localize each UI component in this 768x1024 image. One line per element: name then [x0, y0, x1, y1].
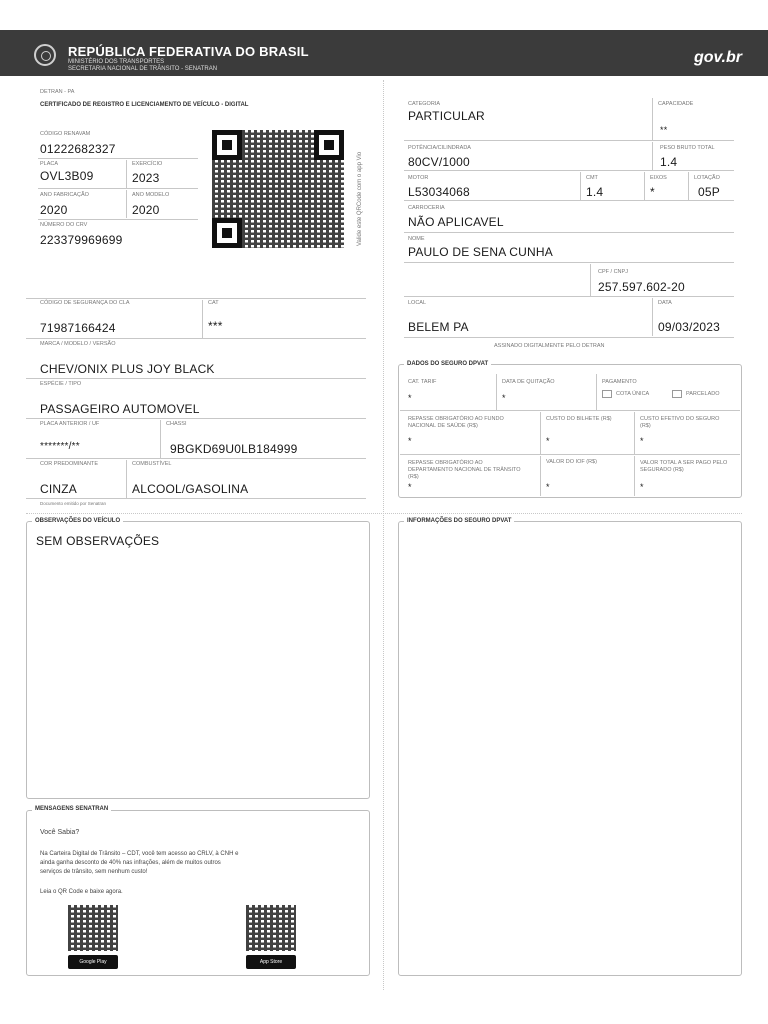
vertical-fold-line — [383, 80, 384, 990]
local-label: LOCAL — [408, 300, 427, 306]
iof-label: VALOR DO IOF (R$) — [546, 459, 597, 465]
ano-fabricacao-value: 2020 — [40, 203, 68, 217]
total-label: VALOR TOTAL A SER PAGO PELO SEGURADO (R$) — [640, 460, 728, 473]
ano-modelo-label: ANO MODELO — [132, 192, 170, 198]
app-store-qr-code[interactable] — [246, 905, 296, 951]
informacoes-dpvat-box — [398, 521, 742, 976]
nome-label: NOME — [408, 236, 425, 242]
combustivel-value: ALCOOL/GASOLINA — [132, 482, 249, 496]
horizontal-fold-line — [26, 513, 742, 514]
custo-efetivo-value: * — [640, 436, 644, 446]
data-value: 09/03/2023 — [658, 320, 721, 334]
exercicio-value: 2023 — [132, 171, 160, 185]
coat-of-arms-icon — [34, 44, 56, 66]
placa-anterior-label: PLACA ANTERIOR / UF — [40, 421, 100, 427]
potencia-label: POTÊNCIA/CILINDRADA — [408, 145, 471, 151]
nome-value: PAULO DE SENA CUNHA — [408, 245, 553, 259]
lotacao-value: 05P — [698, 185, 720, 199]
renavam-value: 01222682327 — [40, 142, 116, 156]
cmt-value: 1.4 — [586, 185, 604, 199]
parcelado-label: PARCELADO — [686, 391, 720, 397]
repasse-sus-value: * — [408, 436, 412, 446]
assinado-text: ASSINADO DIGITALMENTE PELO DETRAN — [494, 343, 605, 349]
ministry-text: MINISTÉRIO DOS TRANSPORTES — [68, 59, 165, 65]
local-value: BELEM PA — [408, 320, 469, 334]
crv-label: NÚMERO DO CRV — [40, 222, 88, 228]
data-label: DATA — [658, 300, 672, 306]
google-play-qr-code[interactable] — [68, 905, 118, 951]
cpf-value: 257.597.602-20 — [598, 280, 685, 294]
detran-label: DETRAN - PA — [40, 89, 75, 95]
qr-finder-pattern — [212, 218, 242, 248]
marca-label: MARCA / MODELO / VERSÃO — [40, 341, 116, 347]
qr-caption: Valide este QRCode com o app Vio — [357, 151, 363, 246]
mensagens-question: Você Sabia? — [40, 829, 80, 836]
capacidade-label: CAPACIDADE — [658, 101, 694, 107]
crv-value: 223379969699 — [40, 233, 123, 247]
qr-finder-pattern — [212, 130, 242, 160]
placa-label: PLACA — [40, 161, 59, 167]
custo-bilhete-label: CUSTO DO BILHETE (R$) — [546, 416, 612, 422]
mensagens-paragraph-2: ainda ganha desconto de 40% nas infrações, além de muitos outros — [40, 860, 221, 866]
custo-bilhete-value: * — [546, 436, 550, 446]
gov-br-logo: gov.br — [693, 49, 742, 66]
capacidade-value: ** — [660, 125, 668, 135]
eixos-value: * — [650, 185, 655, 199]
renavam-label: CÓDIGO RENAVAM — [40, 131, 91, 137]
cat-tarif-label: CAT. TARIF — [408, 379, 437, 385]
cla-value: 71987166424 — [40, 321, 116, 335]
potencia-value: 80CV/1000 — [408, 155, 470, 169]
placa-anterior-value: *******/** — [40, 441, 80, 452]
header-bar — [0, 30, 768, 76]
mensagens-title: MENSAGENS SENATRAN — [32, 806, 111, 812]
cat-tarif-value: * — [408, 393, 412, 403]
peso-label: PESO BRUTO TOTAL — [660, 145, 715, 151]
data-quitacao-value: * — [502, 393, 506, 403]
iof-value: * — [546, 482, 550, 492]
peso-value: 1.4 — [660, 155, 678, 169]
footer-note: Documento emitido por Senatran — [40, 501, 107, 506]
combustivel-label: COMBUSTÍVEL — [132, 461, 172, 467]
ano-modelo-value: 2020 — [132, 203, 160, 217]
motor-label: MOTOR — [408, 175, 429, 181]
repasse-denatran-label: REPASSE OBRIGATÓRIO AO DEPARTAMENTO NACIONAL DE TRÂNSITO (R$) — [408, 460, 521, 480]
app-store-badge[interactable]: App Store — [246, 955, 296, 969]
cota-unica-checkbox[interactable] — [602, 390, 612, 398]
cota-unica-label: COTA ÚNICA — [616, 391, 650, 397]
cor-value: CINZA — [40, 482, 77, 496]
cla-label: CÓDIGO DE SEGURANÇA DO CLA — [40, 300, 130, 306]
marca-value: CHEV/ONIX PLUS JOY BLACK — [40, 362, 215, 376]
placa-value: OVL3B09 — [40, 169, 94, 183]
qr-finder-pattern — [314, 130, 344, 160]
categoria-label: CATEGORIA — [408, 101, 440, 107]
cat-value: *** — [208, 319, 223, 333]
observacoes-text: SEM OBSERVAÇÕES — [36, 534, 160, 548]
repasse-sus-label: REPASSE OBRIGATÓRIO AO FUNDO NACIONAL DE SAÚDE (R$) — [408, 416, 504, 429]
exercicio-label: EXERCÍCIO — [132, 161, 163, 167]
cor-label: COR PREDOMINANTE — [40, 461, 99, 467]
secretariat-text: SECRETARIA NACIONAL DE TRÂNSITO - SENATRAN — [68, 66, 218, 72]
informacoes-dpvat-title: INFORMAÇÕES DO SEGURO DPVAT — [404, 518, 514, 524]
cpf-label: CPF / CNPJ — [598, 269, 628, 275]
parcelado-checkbox[interactable] — [672, 390, 682, 398]
categoria-value: PARTICULAR — [408, 109, 485, 123]
especie-label: ESPÉCIE / TIPO — [40, 381, 82, 387]
dpvat-title: DADOS DO SEGURO DPVAT — [404, 361, 491, 367]
data-quitacao-label: DATA DE QUITAÇÃO — [502, 379, 555, 385]
cmt-label: CMT — [586, 175, 598, 181]
mensagens-cta: Leia o QR Code e baixe agora. — [40, 889, 123, 895]
eixos-label: EIXOS — [650, 175, 667, 181]
total-value: * — [640, 482, 644, 492]
observacoes-box — [26, 521, 370, 799]
mensagens-paragraph-3: serviços de trânsito, sem nenhum custo! — [40, 869, 148, 875]
cat-label: CAT — [208, 300, 219, 306]
especie-value: PASSAGEIRO AUTOMOVEL — [40, 402, 200, 416]
carroceria-label: CARROCERIA — [408, 205, 445, 211]
chassi-label: CHASSI — [166, 421, 187, 427]
ano-fabricacao-label: ANO FABRICAÇÃO — [40, 192, 89, 198]
chassi-value: 9BGKD69U0LB184999 — [170, 442, 298, 456]
google-play-badge[interactable]: Google Play — [68, 955, 118, 969]
lotacao-label: LOTAÇÃO — [694, 175, 720, 181]
repasse-denatran-value: * — [408, 482, 412, 492]
carroceria-value: NÃO APLICAVEL — [408, 215, 504, 229]
custo-efetivo-label: CUSTO EFETIVO DO SEGURO (R$) — [640, 416, 720, 429]
document-title: CERTIFICADO DE REGISTRO E LICENCIAMENTO DE VEÍCULO - DIGITAL — [40, 102, 249, 108]
mensagens-paragraph-1: Na Carteira Digital de Trânsito – CDT, você tem acesso ao CRLV, à CNH e — [40, 851, 239, 857]
motor-value: L53034068 — [408, 185, 470, 199]
republic-title: REPÚBLICA FEDERATIVA DO BRASIL — [68, 44, 309, 59]
observacoes-title: OBSERVAÇÕES DO VEÍCULO — [32, 518, 123, 524]
pagamento-label: PAGAMENTO — [602, 379, 637, 385]
